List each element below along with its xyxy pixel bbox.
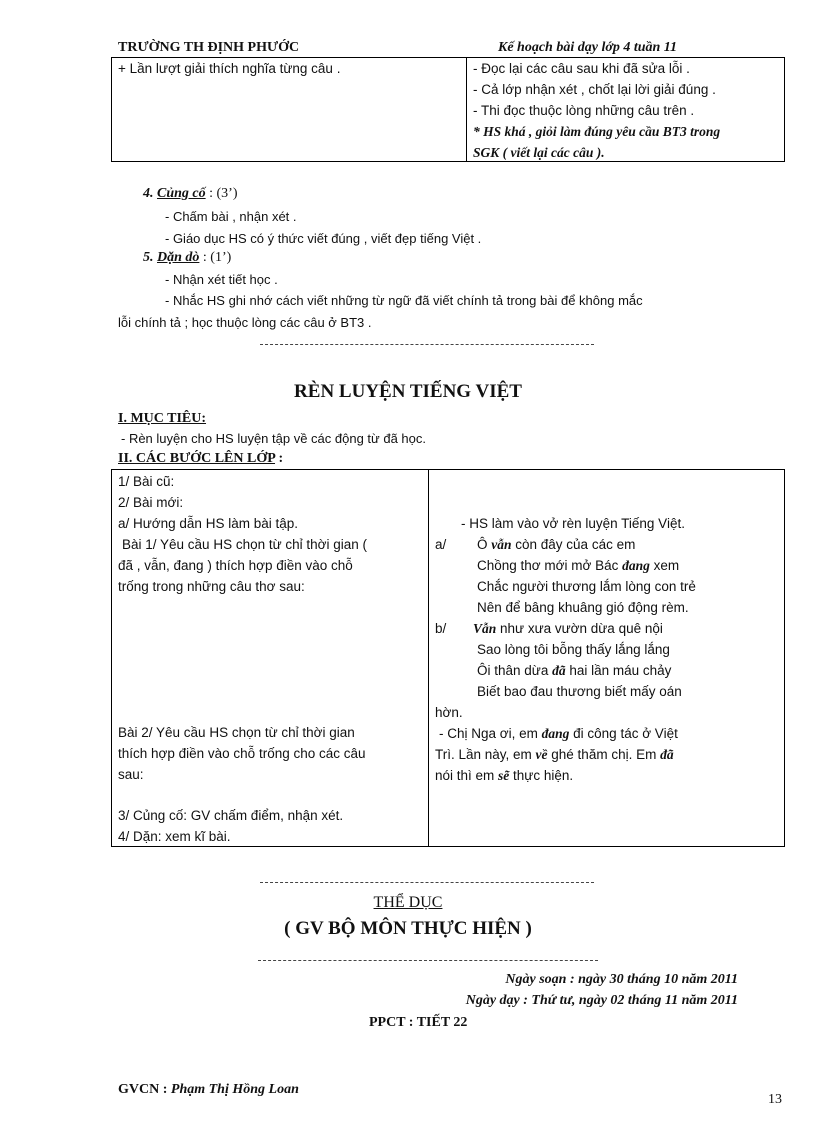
pe-subtitle: ( GV BỘ MÔN THỰC HIỆN ): [284, 918, 532, 939]
section-4-item-1: - Chấm bài , nhận xét .: [165, 209, 297, 224]
poem-a-line-1-bold: vẫn: [491, 537, 512, 552]
objective-heading: I. MỤC TIÊU:: [118, 411, 207, 426]
section-4-number: 4.: [143, 186, 154, 201]
lesson-table-left-cell: [112, 470, 429, 847]
section-4-title: Củng cố: [157, 186, 206, 201]
left-line-5: đã , vẫn, đang ) thích hợp điền vào chỗ: [118, 558, 353, 573]
divider-3: [258, 960, 598, 961]
exercise-2-line-2-pre: Trì. Lần này, em: [435, 747, 536, 762]
poem-a-line-4: Nên để bâng khuâng gió động rèm.: [477, 600, 689, 615]
left-line-6: trống trong những câu thơ sau:: [118, 579, 305, 594]
poem-b-line-1-bold: Vẫn: [473, 621, 497, 636]
poem-a-line-3: Chắc người thương lắm lòng con trẻ: [477, 579, 696, 594]
lesson-title: RÈN LUYỆN TIẾNG VIỆT: [294, 381, 522, 402]
left-line-7: Bài 2/ Yêu cầu HS chọn từ chỉ thời gian: [118, 725, 355, 740]
top-table-left-cell: [112, 58, 467, 162]
divider-2: [260, 882, 594, 883]
exercise-2-line-3-bold: sẽ: [498, 768, 510, 783]
left-line-11: 4/ Dặn: xem kĩ bài.: [118, 829, 231, 844]
top-table-right-cell: [467, 58, 785, 162]
section-5-number: 5.: [143, 250, 154, 265]
exercise-2-line-2-bold: về: [535, 747, 548, 762]
poem-a-line-1-pre: Ô: [477, 537, 492, 552]
ppct: PPCT : TIẾT 22: [369, 1015, 468, 1030]
section-5-time: : (1’): [202, 250, 232, 265]
top-table-right-line-3: - Thi đọc thuộc lòng những câu trên .: [473, 103, 695, 118]
poem-b-line-5: hờn.: [435, 705, 463, 720]
teacher-line: [118, 1082, 299, 1098]
exercise-2-line-2-post: ghé thăm chị. Em: [547, 747, 661, 762]
page-number: 13: [768, 1092, 782, 1107]
poem-b-line-1: [473, 621, 663, 637]
school-name: TRƯỜNG TH ĐỊNH PHƯỚC: [118, 40, 300, 55]
exercise-2-line-2-bold-2: đã: [660, 747, 674, 762]
section-5-heading: [143, 250, 231, 266]
poem-b-line-3-post: hai lần máu chảy: [565, 663, 672, 678]
section-4-time: : (3’): [209, 186, 238, 201]
poem-a-line-1: [477, 537, 635, 553]
poem-b-line-3-pre: Ôi thân dừa: [477, 663, 553, 678]
section-5-title: Dặn dò: [157, 250, 200, 265]
steps-heading-wrap: [118, 451, 283, 467]
exercise-2-line-3-pre: nói thì em: [435, 768, 499, 783]
section-4-item-2: - Giáo dục HS có ý thức viết đúng , viết đẹp tiếng Việt .: [165, 231, 482, 246]
exercise-2-line-2: [435, 747, 674, 763]
lesson-table-right-cell: [429, 470, 785, 847]
poem-b-line-3: [477, 663, 671, 679]
poem-a-line-2-post: xem: [649, 558, 680, 573]
exercise-2-line-1-post: đi công tác ở Việt: [569, 726, 678, 741]
left-line-9: sau:: [118, 767, 144, 782]
left-line-3: a/ Hướng dẫn HS làm bài tập.: [118, 516, 298, 531]
top-table-note-1: * HS khá , giỏi làm đúng yêu cầu BT3 trong: [473, 124, 721, 139]
objective-text: - Rèn luyện cho HS luyện tập về các động từ đã học.: [121, 431, 426, 446]
top-table-note-2: SGK ( viết lại các câu ).: [473, 145, 605, 160]
left-line-1: 1/ Bài cũ:: [118, 474, 175, 489]
section-5-item-2: - Nhắc HS ghi nhớ cách viết những từ ngữ đã viết chính tả trong bài để không mắc: [165, 293, 643, 308]
teacher-label: GVCN :: [118, 1082, 171, 1097]
exercise-2-line-1-pre: - Chị Nga ơi, em: [439, 726, 542, 741]
poem-b-line-3-bold: đã: [552, 663, 566, 678]
exercise-2-line-3: [435, 768, 573, 784]
divider-1: [260, 344, 594, 345]
exercise-2-line-3-post: thực hiện.: [509, 768, 574, 783]
poem-b-line-2: Sao lòng tôi bỗng thấy lắng lắng: [477, 642, 670, 657]
prep-date: Ngày soạn : ngày 30 tháng 10 năm 2011: [505, 972, 738, 987]
poem-a-line-1-post: còn đây của các em: [511, 537, 636, 552]
teacher-name: Phạm Thị Hồng Loan: [170, 1082, 299, 1097]
poem-a-line-2-pre: Chồng thơ mới mở Bác: [477, 558, 623, 573]
right-intro: - HS làm vào vở rèn luyện Tiếng Việt.: [461, 516, 685, 531]
steps-colon: :: [278, 451, 284, 466]
top-table-right-line-2: - Cả lớp nhận xét , chốt lại lời giải đúng .: [473, 82, 716, 97]
poem-b-line-1-post: như xưa vườn dừa quê nội: [496, 621, 663, 636]
plan-title: Kế hoạch bài dạy lớp 4 tuần 11: [498, 40, 678, 55]
exercise-2-line-1-bold: đang: [541, 726, 570, 741]
left-line-8: thích hợp điền vào chỗ trống cho các câu: [118, 746, 366, 761]
poem-a-line-2-bold: đang: [622, 558, 650, 573]
exercise-2-line-1: [439, 726, 678, 742]
poem-b-line-4: Biết bao đau thương biết mấy oán: [477, 684, 682, 699]
top-table-right-line-1: - Đọc lại các câu sau khi đã sửa lỗi .: [473, 61, 690, 76]
section-4-heading: [143, 186, 238, 202]
section-5-continuation: lỗi chính tả ; học thuộc lòng các câu ở BT3 .: [118, 315, 372, 330]
teacher-line-text: [118, 1082, 299, 1097]
top-table-left-text: + Lần lượt giải thích nghĩa từng câu .: [118, 61, 341, 76]
poem-a-line-2: [477, 558, 679, 574]
poem-b-label: b/: [435, 621, 447, 636]
teach-date: Ngày dạy : Thứ tư, ngày 02 tháng 11 năm 2011: [465, 993, 738, 1008]
pe-title: THỂ DỤC: [373, 894, 443, 911]
section-5-item-1: - Nhận xét tiết học .: [165, 272, 278, 287]
steps-heading: II. CÁC BƯỚC LÊN LỚP: [118, 451, 276, 466]
left-line-2: 2/ Bài mới:: [118, 495, 184, 510]
poem-a-label: a/: [435, 537, 447, 552]
left-line-10: 3/ Củng cố: GV chấm điểm, nhận xét.: [118, 808, 344, 823]
lesson-table: [111, 469, 785, 847]
top-table: [111, 57, 785, 162]
left-line-4: Bài 1/ Yêu cầu HS chọn từ chỉ thời gian (: [122, 537, 368, 552]
